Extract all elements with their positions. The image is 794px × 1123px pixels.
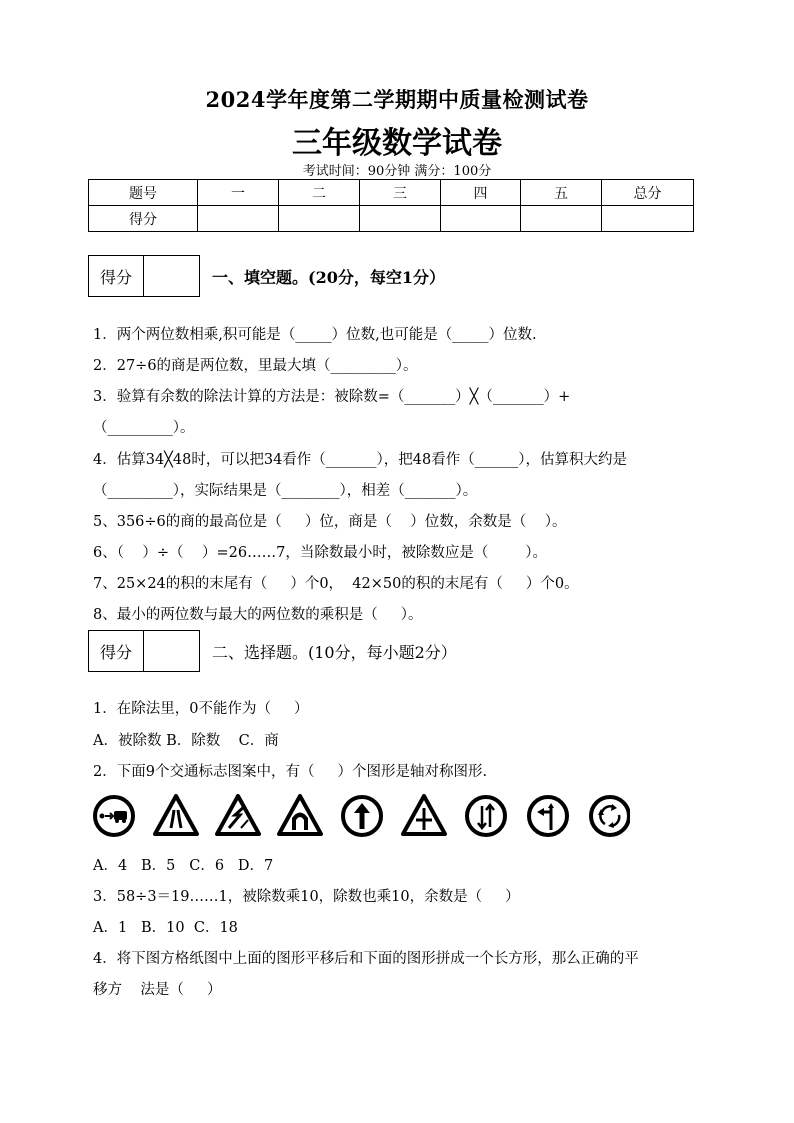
- question-line: A．被除数 B．除数 C．商: [93, 733, 279, 749]
- section2-score-box: [88, 630, 200, 672]
- exam-title: 2024学年度第二学期期中质量检测试卷: [205, 87, 589, 112]
- score-cell-label: 得分: [89, 206, 198, 232]
- question-line: 7、25×24的积的末尾有（ ）个0， 42×50的积的末尾有（ ）个0。: [93, 576, 579, 592]
- score-cell-header: 一: [198, 180, 279, 206]
- section1-score-box: [88, 255, 200, 297]
- crossroad-sign-icon: [403, 796, 445, 834]
- section2-score-input[interactable]: [144, 631, 199, 671]
- question-line: A．4 B．5 C．6 D．7: [93, 858, 274, 874]
- narrow-road-sign-icon: [155, 796, 197, 834]
- question-line: 1．在除法里，0不能作为（ ）: [93, 701, 309, 717]
- question-line: （_________）。: [93, 420, 195, 436]
- score-cell-header: 三: [360, 180, 441, 206]
- question-line: （_________），实际结果是（________），相差（_______）。: [93, 483, 478, 499]
- section1-score-input[interactable]: [144, 256, 199, 296]
- question-line: 2．27÷6的商是两位数，里最大填（_________）。: [93, 358, 418, 374]
- car-arrow-sign-icon: [95, 797, 133, 835]
- question-line: 5、356÷6的商的最高位是（ ）位，商是（ ）位数，余数是（ ）。: [93, 514, 567, 530]
- score-table-score-row: [89, 206, 694, 232]
- score-cell-input[interactable]: [198, 206, 279, 232]
- exam-subtitle: 三年级数学试卷: [292, 126, 502, 161]
- score-cell-header: 五: [521, 180, 602, 206]
- score-cell-header: 总分: [602, 180, 694, 206]
- score-table-header-row: [89, 180, 694, 206]
- score-cell-input[interactable]: [279, 206, 360, 232]
- lightning-road-sign-icon: [217, 796, 259, 834]
- roundabout-sign-icon: [591, 797, 629, 835]
- score-cell-input[interactable]: [360, 206, 441, 232]
- question-line: 2．下面9个交通标志图案中，有（ ）个图形是轴对称图形.: [93, 764, 488, 780]
- question-line: 8、最小的两位数与最大的两位数的乘积是（ ）。: [93, 607, 423, 623]
- question-line: 1．两个两位数相乘,积可能是（_____）位数,也可能是（_____）位数.: [93, 327, 537, 343]
- straight-ahead-sign-icon: [343, 797, 381, 835]
- tunnel-sign-icon: [279, 796, 321, 834]
- section1-score-label: 得分: [89, 256, 144, 296]
- section1-title: 一、填空题。(20分，每空1分）: [212, 268, 445, 287]
- section2-score-label: 得分: [89, 631, 144, 671]
- question-line: 3．58÷3＝19……1，被除数乘10，除数也乘10，余数是（ ）: [93, 889, 520, 905]
- score-cell-header: 二: [279, 180, 360, 206]
- exam-time-info: 考试时间：90分钟 满分：100分: [302, 164, 492, 179]
- question-line: 3．验算有余数的除法计算的方法是：被除数=（_______）╳（_______）+: [93, 389, 571, 405]
- question-line: 4．将下图方格纸图中上面的图形平移后和下面的图形拼成一个长方形，那么正确的平: [93, 951, 639, 967]
- score-cell-input[interactable]: [602, 206, 694, 232]
- question-line: 4．估算34╳48时，可以把34看作（_______），把48看作（______），估算积大约是: [93, 452, 628, 468]
- two-way-arrows-sign-icon: [467, 797, 505, 835]
- question-line: A．1 B．10 C．18: [93, 920, 238, 936]
- score-cell-header: 题号: [89, 180, 198, 206]
- score-cell-header: 四: [441, 180, 521, 206]
- score-cell-input[interactable]: [521, 206, 602, 232]
- score-table: [88, 179, 694, 232]
- traffic-signs: [90, 792, 630, 840]
- question-line: 6、（ ）÷（ ）=26……7，当除数最小时，被除数应是（ ）。: [93, 545, 547, 561]
- left-turn-sign-icon: [529, 797, 567, 835]
- score-cell-input[interactable]: [441, 206, 521, 232]
- section2-title: 二、选择题。(10分，每小题2分）: [212, 643, 457, 662]
- question-line: 移方 法是（ ）: [93, 982, 222, 998]
